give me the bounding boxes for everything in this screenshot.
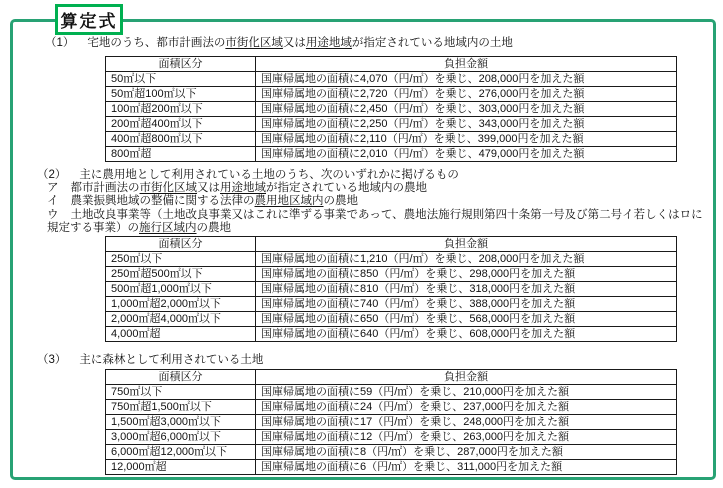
area-range-cell: 2,000㎡超4,000㎡以下	[106, 312, 256, 327]
table-row	[106, 415, 677, 430]
item-i-label: イ	[47, 195, 59, 208]
page-title: 算定式	[60, 12, 118, 31]
area-range-cell: 1,500㎡超3,000㎡以下	[106, 415, 256, 430]
area-range-cell: 400㎡超800㎡以下	[106, 132, 256, 147]
text-run: 土地改良事業等（土地改良事業又はこれに準ずる事業であって、農地法施行規則第四十条第一号及び第二号イ若しくはロに規定する事業）の	[47, 208, 703, 234]
fee-column-header: 負担金額	[256, 237, 677, 252]
fee-amount-cell: 国庫帰属地の面積に810（円/㎡）を乗じ、318,000円を加えた額	[256, 282, 677, 297]
area-range-cell: 50㎡以下	[106, 72, 256, 87]
table-row	[106, 400, 677, 415]
table-row	[106, 282, 677, 297]
text-run: 又は	[197, 182, 220, 195]
fee-table-farmland-head	[106, 237, 677, 252]
section-2-heading-text	[79, 169, 459, 181]
fee-table-forest	[105, 369, 677, 475]
table-row	[106, 297, 677, 312]
area-column-header: 面積区分	[106, 237, 256, 252]
section-2-item-i	[37, 195, 709, 208]
area-range-cell: 200㎡超400㎡以下	[106, 117, 256, 132]
fee-table-residential-body	[106, 72, 677, 162]
area-range-cell: 3,000㎡超6,000㎡以下	[106, 430, 256, 445]
fee-table-forest-head	[106, 370, 677, 385]
fee-amount-cell: 国庫帰属地の面積に650（円/㎡）を乗じ、568,000円を加えた額	[256, 312, 677, 327]
text-run: 主に森林として利用されている土地	[79, 354, 264, 366]
fee-table-farmland-body	[106, 252, 677, 342]
fee-table-residential	[105, 56, 677, 162]
table-row	[106, 87, 677, 102]
section-1-heading	[45, 37, 513, 50]
table-row	[106, 327, 677, 342]
text-run: 又は	[282, 37, 306, 49]
area-range-cell: 12,000㎡超	[106, 460, 256, 475]
table-row	[106, 445, 677, 460]
item-a-text	[71, 182, 428, 194]
fee-amount-cell: 国庫帰属地の面積に1,210（円/㎡）を乗じ、208,000円を加えた額	[256, 252, 677, 267]
area-range-cell: 100㎡超200㎡以下	[106, 102, 256, 117]
area-range-cell: 1,000㎡超2,000㎡以下	[106, 297, 256, 312]
area-range-cell: 750㎡以下	[106, 385, 256, 400]
fee-amount-cell: 国庫帰属地の面積に4,070（円/㎡）を乗じ、208,000円を加えた額	[256, 72, 677, 87]
area-column-header: 面積区分	[106, 370, 256, 385]
underlined-term: 市街化区域	[225, 37, 283, 49]
fee-amount-cell: 国庫帰属地の面積に2,720（円/㎡）を乗じ、276,000円を加えた額	[256, 87, 677, 102]
text-run: が指定されている地域内の土地	[351, 37, 513, 49]
fee-amount-cell: 国庫帰属地の面積に740（円/㎡）を乗じ、388,000円を加えた額	[256, 297, 677, 312]
table-row	[106, 252, 677, 267]
area-range-cell: 500㎡超1,000㎡以下	[106, 282, 256, 297]
fee-amount-cell: 国庫帰属地の面積に6（円/㎡）を乗じ、311,000円を加えた額	[256, 460, 677, 475]
fee-column-header: 負担金額	[256, 370, 677, 385]
underlined-term: 用途地域	[305, 37, 352, 49]
section-1-heading-text	[87, 37, 513, 49]
underlined-term: 用途地域	[220, 182, 266, 195]
table-row	[106, 312, 677, 327]
table-header-row	[106, 370, 677, 385]
section-2-item-u	[37, 209, 709, 235]
section-2-item-a	[37, 182, 709, 195]
title-box	[55, 4, 123, 35]
fee-column-header: 負担金額	[256, 57, 677, 72]
table-row	[106, 117, 677, 132]
item-i-text	[71, 195, 359, 207]
fee-amount-cell: 国庫帰属地の面積に59（円/㎡）を乗じ、210,000円を加えた額	[256, 385, 677, 400]
section-1-label: （1）	[45, 37, 75, 49]
text-run: 農業振興地域の整備に関する法律の	[70, 195, 255, 208]
table-row	[106, 132, 677, 147]
fee-amount-cell: 国庫帰属地の面積に2,010（円/㎡）を乗じ、479,000円を加えた額	[256, 147, 677, 162]
item-u-text	[47, 209, 703, 234]
fee-amount-cell: 国庫帰属地の面積に17（円/㎡）を乗じ、248,000円を加えた額	[256, 415, 677, 430]
area-range-cell: 4,000㎡超	[106, 327, 256, 342]
table-row	[106, 460, 677, 475]
area-range-cell: 250㎡超500㎡以下	[106, 267, 256, 282]
table-header-row	[106, 237, 677, 252]
table-row	[106, 385, 677, 400]
table-row	[106, 430, 677, 445]
table-row	[106, 147, 677, 162]
underlined-term: 施行区域内	[139, 221, 197, 234]
underlined-term: 農用地区域内	[254, 195, 324, 208]
text-run: の農地	[196, 221, 231, 234]
fee-amount-cell: 国庫帰属地の面積に2,450（円/㎡）を乗じ、303,000円を加えた額	[256, 102, 677, 117]
fee-table-forest-body	[106, 385, 677, 475]
fee-amount-cell: 国庫帰属地の面積に640（円/㎡）を乗じ、608,000円を加えた額	[256, 327, 677, 342]
fee-table-residential-head	[106, 57, 677, 72]
section-3-heading	[37, 354, 263, 367]
item-a-label: ア	[47, 182, 59, 195]
fee-amount-cell: 国庫帰属地の面積に2,250（円/㎡）を乗じ、343,000円を加えた額	[256, 117, 677, 132]
section-2-label: （2）	[37, 169, 67, 181]
fee-table-farmland	[105, 236, 677, 342]
text-run: が指定されている地域内の農地	[266, 182, 427, 195]
section-2-heading	[37, 169, 709, 182]
section-3-label: （3）	[37, 354, 67, 366]
area-range-cell: 50㎡超100㎡以下	[106, 87, 256, 102]
area-range-cell: 750㎡超1,500㎡以下	[106, 400, 256, 415]
fee-amount-cell: 国庫帰属地の面積に24（円/㎡）を乗じ、237,000円を加えた額	[256, 400, 677, 415]
area-range-cell: 800㎡超	[106, 147, 256, 162]
table-row	[106, 267, 677, 282]
area-range-cell: 6,000㎡超12,000㎡以下	[106, 445, 256, 460]
text-run: の農地	[323, 195, 358, 208]
area-column-header: 面積区分	[106, 57, 256, 72]
item-u-label: ウ	[47, 208, 59, 221]
table-header-row	[106, 57, 677, 72]
underlined-term: 市街化区域	[139, 182, 197, 195]
section-3-heading-text	[79, 354, 263, 366]
table-row	[106, 72, 677, 87]
fee-amount-cell: 国庫帰属地の面積に850（円/㎡）を乗じ、298,000円を加えた額	[256, 267, 677, 282]
area-range-cell: 250㎡以下	[106, 252, 256, 267]
section-2	[37, 169, 709, 235]
fee-amount-cell: 国庫帰属地の面積に8（円/㎡）を乗じ、287,000円を加えた額	[256, 445, 677, 460]
text-run: 都市計画法の	[70, 182, 140, 195]
table-row	[106, 102, 677, 117]
fee-amount-cell: 国庫帰属地の面積に12（円/㎡）を乗じ、263,000円を加えた額	[256, 430, 677, 445]
text-run: 主に農用地として利用されている土地のうち、次のいずれかに掲げるもの	[79, 169, 459, 181]
text-run: 宅地のうち、都市計画法の	[87, 37, 226, 49]
fee-amount-cell: 国庫帰属地の面積に2,110（円/㎡）を乗じ、399,000円を加えた額	[256, 132, 677, 147]
